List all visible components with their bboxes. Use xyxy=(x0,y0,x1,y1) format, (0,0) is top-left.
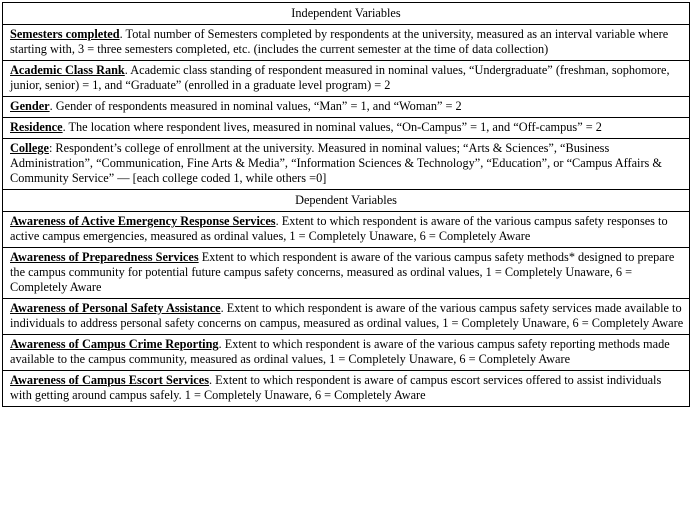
variable-description: . Extent to which respondent is aware of campus escort services offered to assist individuals with getting around campus safely. 1 = Completely Unaware, 6 = Completely Aware xyxy=(10,373,662,402)
table-row xyxy=(3,61,690,97)
variable-term: Semesters completed xyxy=(10,27,120,41)
variable-cell xyxy=(3,97,690,118)
table-row xyxy=(3,371,690,407)
table-row xyxy=(3,212,690,248)
variable-term: Awareness of Active Emergency Response Services xyxy=(10,214,276,228)
dependent-variables-header: Dependent Variables xyxy=(3,190,690,212)
variable-term: Residence xyxy=(10,120,63,134)
variable-description: : Respondent’s college of enrollment at the university. Measured in nominal values; “Arts & Sciences”, “Business Administration”, “Communication, Fine Arts & Media”, “Information Sciences & Technology”, “Education”, or “Campus Affairs & Community Service” — [each college coded 1, while others =0] xyxy=(10,141,662,185)
variable-cell xyxy=(3,248,690,299)
variables-table xyxy=(2,2,690,407)
table-row xyxy=(3,139,690,190)
variable-cell xyxy=(3,371,690,407)
independent-variables-header: Independent Variables xyxy=(3,3,690,25)
variable-term: Awareness of Campus Escort Services xyxy=(10,373,210,387)
variable-cell xyxy=(3,139,690,190)
section-header-row xyxy=(3,3,690,25)
variable-description: . Total number of Semesters completed by respondents at the university, measured as an interval variable where starting with, 3 = three semesters completed, etc. (includes the current semester at the time of data collection) xyxy=(10,27,669,56)
table-row xyxy=(3,335,690,371)
variable-cell xyxy=(3,212,690,248)
table-row xyxy=(3,97,690,118)
variable-term: Awareness of Preparedness Services xyxy=(10,250,199,264)
section-header-row xyxy=(3,190,690,212)
variable-cell xyxy=(3,118,690,139)
variable-description: Extent to which respondent is aware of the various campus safety methods* designed to prepare the campus community for potential future campus safety concerns, measured as ordinal values, 1 = Completely Unaware, 6 = Completely Aware xyxy=(10,250,675,294)
table-row xyxy=(3,118,690,139)
variable-description: . Academic class standing of respondent measured in nominal values, “Undergraduate” (freshman, sophomore, junior, senior) = 1, and “Graduate” (enrolled in a graduate level program) = 2 xyxy=(10,63,670,92)
variable-description: . Extent to which respondent is aware of the various campus safety services made available to individuals to address personal safety concerns on campus, measured as ordinal values, 1 = Completely Unaware, 6 = Completely Aware xyxy=(10,301,684,330)
variable-term: College xyxy=(10,141,49,155)
table-row xyxy=(3,248,690,299)
variable-cell xyxy=(3,61,690,97)
variable-cell xyxy=(3,299,690,335)
variable-term: Awareness of Campus Crime Reporting xyxy=(10,337,219,351)
table-row xyxy=(3,25,690,61)
variable-description: . Extent to which respondent is aware of the various campus safety reporting methods made available to the campus community, measured as ordinal values, 1 = Completely Unaware, 6 = Completely Aware xyxy=(10,337,670,366)
variable-term: Awareness of Personal Safety Assistance xyxy=(10,301,221,315)
variable-cell xyxy=(3,25,690,61)
table-row xyxy=(3,299,690,335)
variable-cell xyxy=(3,335,690,371)
variable-term: Gender xyxy=(10,99,50,113)
variable-term: Academic Class Rank xyxy=(10,63,125,77)
variable-description: . Extent to which respondent is aware of the various campus safety responses to active campus emergencies, measured as ordinal values, 1 = Completely Unaware, 6 = Completely Aware xyxy=(10,214,668,243)
variable-description: . The location where respondent lives, measured in nominal values, “On-Campus” = 1, and “Off-campus” = 2 xyxy=(62,120,602,134)
variable-description: . Gender of respondents measured in nominal values, “Man” = 1, and “Woman” = 2 xyxy=(49,99,462,113)
